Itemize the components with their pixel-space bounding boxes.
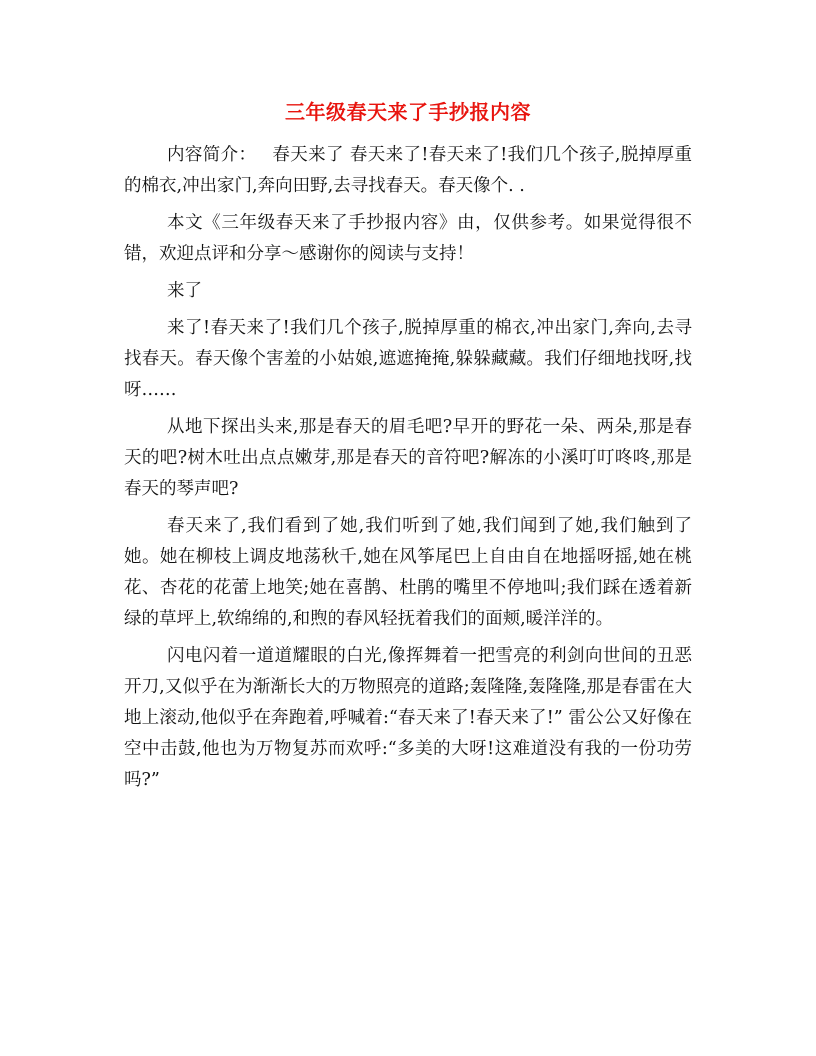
intro-paragraph <box>124 140 692 202</box>
body-paragraph: 来了!春天来了!我们几个孩子,脱掉厚重的棉衣,冲出家门,奔向,去寻找春天。春天像个害羞的小姑娘,遮遮掩掩,躲躲藏藏。我们仔细地找呀,找呀…… <box>124 318 692 400</box>
intro-text: 春天来了 春天来了!春天来了!我们几个孩子,脱掉厚重的棉衣,冲出家门,奔向田野,去寻找春天。春天像个. . <box>124 145 692 196</box>
body-paragraph: 本文《三年级春天来了手抄报内容》由，仅供参考。如果觉得很不错，欢迎点评和分享～感谢你的阅读与支持！ <box>124 213 692 264</box>
body-paragraph: 来了 <box>167 281 202 301</box>
intro-label: 内容简介： <box>167 145 257 165</box>
document-title: 三年级春天来了手抄报内容 <box>285 100 531 124</box>
body-paragraph: 从地下探出头来,那是春天的眉毛吧?早开的野花一朵、两朵,那是春天的吧?树木吐出点点嫩芽,那是春天的音符吧?解冻的小溪叮叮咚咚,那是春天的琴声吧? <box>124 417 692 499</box>
body-paragraph: 春天来了,我们看到了她,我们听到了她,我们闻到了她,我们触到了她。她在柳枝上调皮地荡秋千,她在风筝尾巴上自由自在地摇呀摇,她在桃花、杏花的花蕾上地笑;她在喜鹊、杜鹃的嘴里不停地叫;我们踩在透着新绿的草坪上,软绵绵的,和煦的春风轻抚着我们的面颊,暖洋洋的。 <box>124 516 692 629</box>
body-paragraph: 闪电闪着一道道耀眼的白光,像挥舞着一把雪亮的利剑向世间的丑恶开刀,又似乎在为渐渐长大的万物照亮的道路;轰隆隆,轰隆隆,那是春雷在大地上滚动,他似乎在奔跑着,呼喊着:“春天来了!春天来了!” 雷公公又好像在空中击鼓,他也为万物复苏而欢呼:“多美的大呀!这难道没有我的一份功劳吗?” <box>124 646 692 790</box>
